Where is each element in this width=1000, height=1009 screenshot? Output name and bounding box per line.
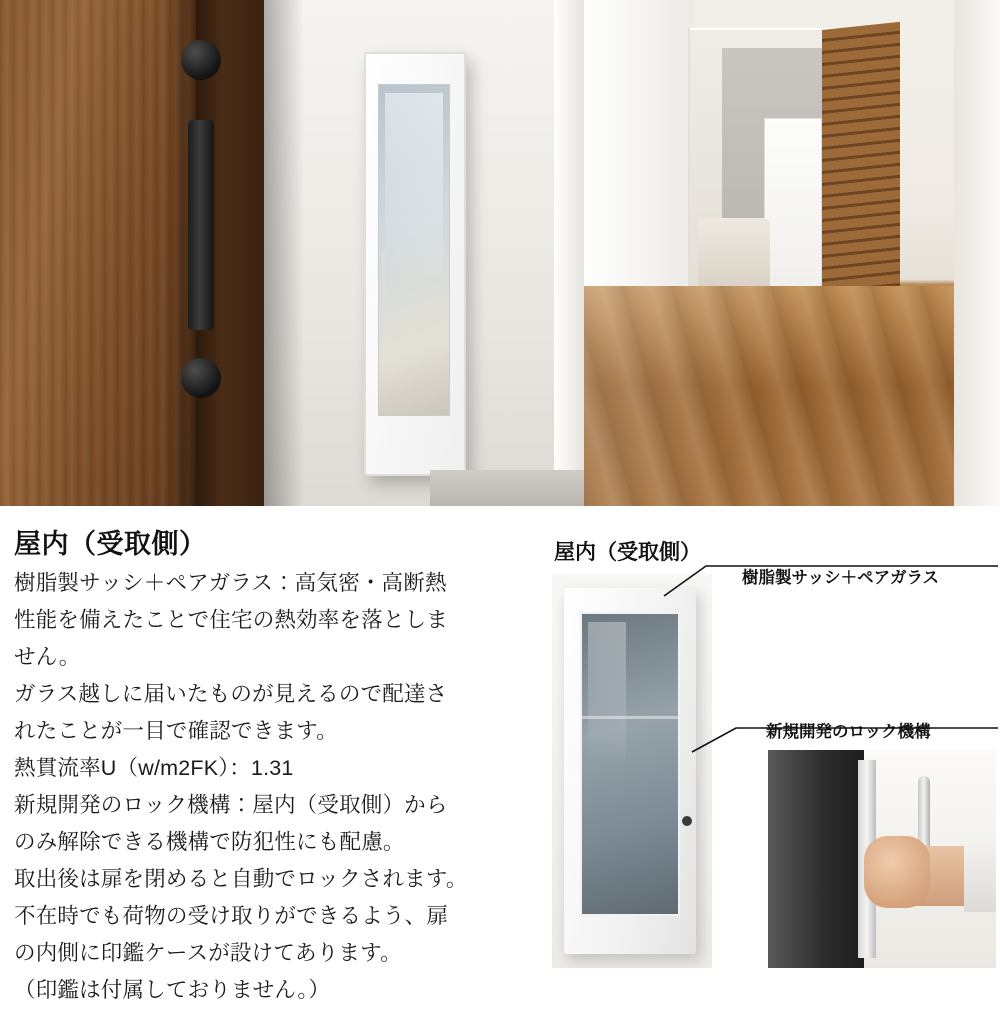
door-handle-bar bbox=[188, 120, 214, 330]
entrance-tile-strip bbox=[430, 470, 584, 508]
description-line: 樹脂製サッシ＋ペアガラス：高気密・高断熱 bbox=[14, 571, 447, 595]
wall-mounted-delivery-box bbox=[364, 52, 466, 476]
description-line: 性能を備えたことで住宅の熱効率を落としま bbox=[14, 608, 449, 632]
description-line: の内側に印鑑ケースが設けてあります。 bbox=[14, 941, 402, 965]
description-line: 新規開発のロック機構：屋内（受取側）から bbox=[14, 793, 448, 817]
wood-slat-partition bbox=[822, 22, 900, 330]
right-panel bbox=[546, 522, 1000, 1000]
wall-shadow bbox=[264, 0, 304, 508]
sofa bbox=[698, 218, 770, 290]
hallway-scene bbox=[584, 0, 1000, 508]
callout-label-sash: 樹脂製サッシ＋ペアガラス bbox=[742, 569, 940, 587]
floor-light-reflection bbox=[584, 286, 1000, 508]
description-text bbox=[14, 565, 534, 1009]
lock-mechanism-knob bbox=[682, 816, 692, 826]
person-hand bbox=[864, 836, 930, 908]
description-line: 取出後は扉を閉めると自動でロックされます。 bbox=[14, 867, 468, 891]
delivery-box-glass-panel bbox=[378, 84, 450, 416]
door-handle-knob-top bbox=[181, 40, 221, 80]
description-line: ガラス越しに届いたものが見えるので配達さ bbox=[14, 682, 448, 706]
page-title: 屋内（受取側） bbox=[14, 529, 207, 559]
delivery-box-seam bbox=[382, 250, 386, 310]
description-line: （印鑑は付属しておりません。） bbox=[14, 978, 331, 1002]
description-line: れたことが一目で確認できます。 bbox=[14, 719, 338, 743]
hallway-white-door bbox=[764, 118, 822, 310]
description-line: のみ解除できる機構で防犯性にも配慮。 bbox=[14, 830, 405, 854]
person-sleeve bbox=[964, 842, 996, 912]
indoor-receiving-side-unit-photo bbox=[552, 574, 712, 968]
description-line: 熱貫流率U（w/m2FK）：1.31 bbox=[14, 756, 294, 780]
hand-opening-door-photo bbox=[768, 750, 996, 968]
description-line: せん。 bbox=[14, 645, 81, 669]
callout-label-lock: 新規開発のロック機構 bbox=[766, 723, 931, 741]
content-area bbox=[0, 508, 1000, 1000]
delivery-box-unit bbox=[564, 588, 696, 954]
door-handle-knob-bottom bbox=[181, 358, 221, 398]
hallway-right-wall bbox=[954, 0, 1000, 508]
hallway-left-wall bbox=[584, 0, 694, 330]
description-line: 不在時でも荷物の受け取りができるよう、扉 bbox=[14, 904, 449, 928]
wooden-door-slab bbox=[0, 0, 200, 508]
pair-glass-panel bbox=[580, 612, 680, 916]
right-panel-title: 屋内（受取側） bbox=[554, 541, 701, 564]
doorway-frame bbox=[554, 0, 584, 508]
dark-door-panel bbox=[768, 750, 864, 968]
